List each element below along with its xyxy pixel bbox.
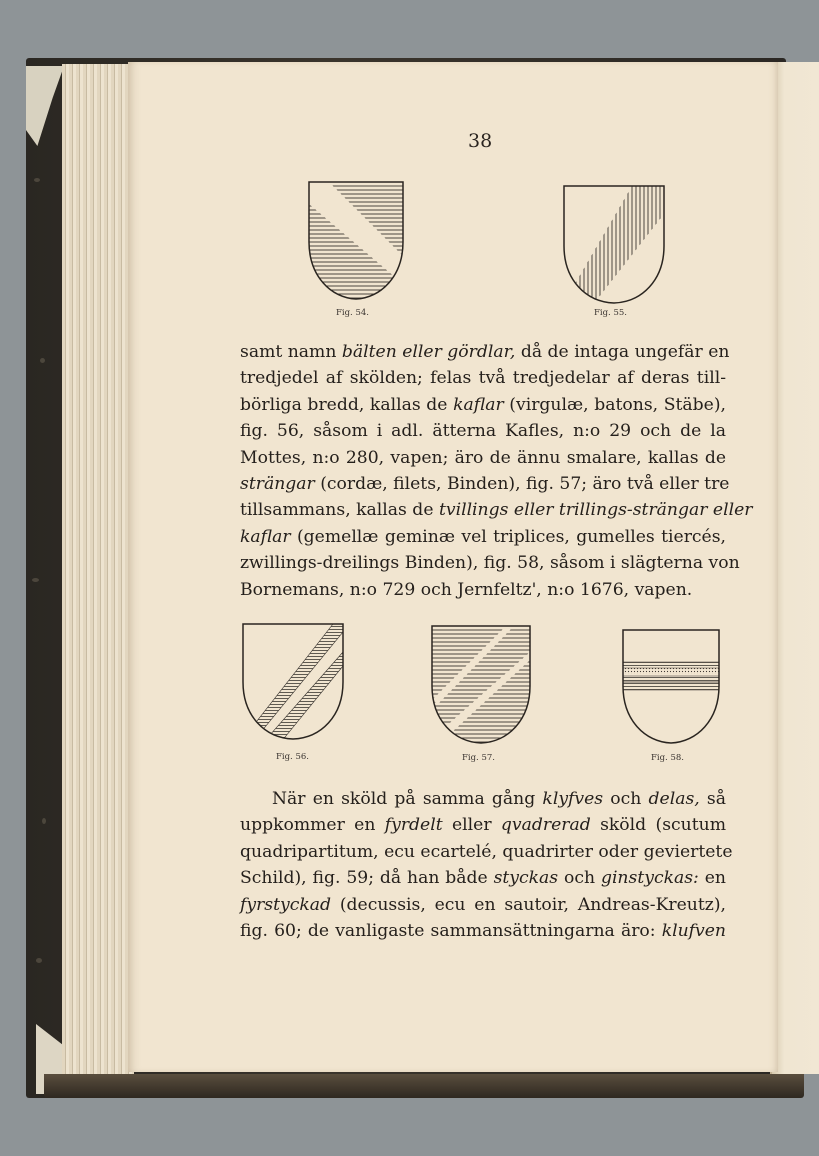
text-line: tillsammans, kallas de tvillings eller trillings-strängar eller bbox=[240, 500, 753, 521]
shield-two-batons-icon bbox=[241, 622, 345, 742]
text-line: Schild), fig. 59; då han både styckas och ginstyckas: en bbox=[240, 868, 726, 889]
figure-57-shield bbox=[430, 624, 532, 746]
figure-58-shield bbox=[621, 628, 721, 746]
text-line: fig. 60; de vanligaste sammansättningarna äro: klufven bbox=[240, 921, 726, 942]
text-line: När en sköld på samma gång klyfves och delas, så bbox=[272, 789, 726, 809]
paragraph-2 bbox=[240, 786, 733, 944]
cover-bottom-edge bbox=[44, 1074, 804, 1098]
figure-54-shield bbox=[307, 180, 405, 302]
text-line: strängar (cordæ, filets, Binden), fig. 57; äro två eller tre bbox=[240, 474, 730, 495]
text-line: fig. 56, såsom i adl. ätterna Kafles, n:o 29 och de la bbox=[240, 421, 726, 442]
text-line: quadripartitum, ecu ecartelé, quadrirter oder geviertete bbox=[240, 841, 733, 862]
text-line: Bornemans, n:o 729 och Jernfeltz', n:o 1676, vapen. bbox=[240, 579, 693, 600]
paragraph-1 bbox=[240, 339, 753, 603]
shield-two-strings-icon bbox=[430, 624, 532, 746]
text-line: uppkommer en fyrdelt eller qvadrerad sköld (scutum bbox=[240, 815, 726, 836]
text-line: kaflar (gemellæ geminæ vel triplices, gumelles tiercés, bbox=[240, 526, 726, 547]
shield-bend-sinister-icon bbox=[307, 180, 405, 302]
text-line: fyrstyckad (decussis, ecu en sautoir, Andreas-Kreutz), bbox=[240, 894, 726, 915]
page-stack-edges bbox=[62, 64, 134, 1074]
figure-56-caption: Fig. 56. bbox=[276, 752, 309, 762]
text-line: zwillings-dreilings Binden), fig. 58, såsom i slägterna von bbox=[240, 553, 740, 574]
page-number: 38 bbox=[468, 130, 493, 152]
shield-bend-icon bbox=[562, 184, 666, 306]
figure-55-shield bbox=[562, 184, 666, 306]
shield-twin-bars-icon bbox=[621, 628, 721, 746]
figure-57-caption: Fig. 57. bbox=[462, 753, 495, 763]
figure-56-shield bbox=[241, 622, 345, 742]
text-line: börliga bredd, kallas de kaflar (virgulæ, batons, Stäbe), bbox=[240, 394, 726, 415]
text-line: tredjedel af skölden; felas två tredjedelar af deras till- bbox=[240, 368, 726, 389]
figure-55-caption: Fig. 55. bbox=[594, 308, 627, 318]
figure-58-caption: Fig. 58. bbox=[651, 753, 684, 763]
text-line: Mottes, n:o 280, vapen; äro de ännu smalare, kallas de bbox=[240, 447, 726, 468]
figure-54-caption: Fig. 54. bbox=[336, 308, 369, 318]
text-line: samt namn bälten eller gördlar, då de intaga ungefär en bbox=[240, 342, 730, 362]
